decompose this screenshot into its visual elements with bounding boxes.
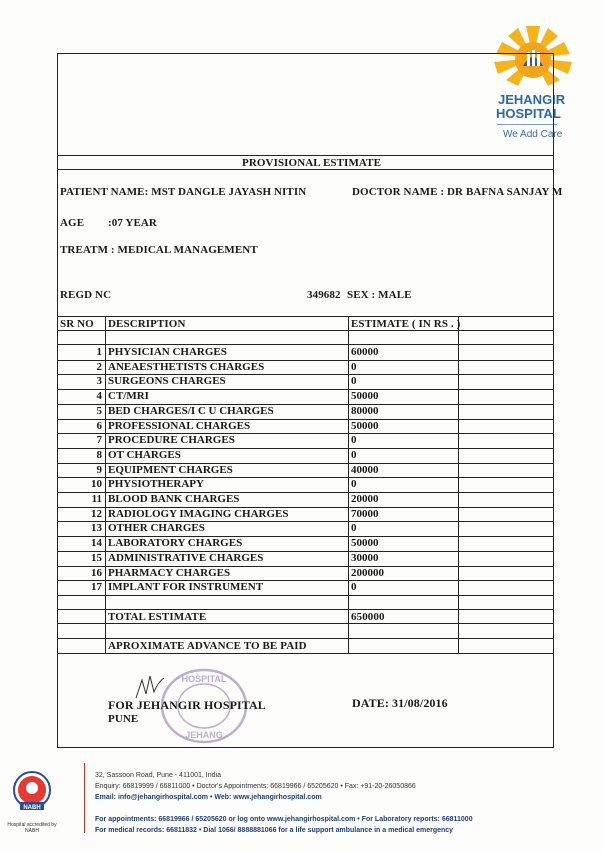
row-description: IMPLANT FOR INSTRUMENT: [108, 581, 264, 594]
doctor-name: DOCTOR NAME : DR BAFNA SANJAY M: [352, 186, 563, 198]
row-srno: 16: [91, 566, 102, 579]
sex-label: SEX : MALE: [347, 289, 412, 301]
row-estimate: 200000: [351, 566, 384, 579]
title-top-line: [57, 155, 554, 156]
nabh-badge-icon: [12, 770, 52, 818]
row-srno: 6: [96, 419, 102, 432]
row-estimate: 0: [351, 522, 357, 535]
signature-hospital: FOR JEHANGIR HOSPITAL: [108, 698, 266, 712]
total-value: 650000: [351, 611, 385, 623]
table-col-line: [105, 316, 106, 653]
age-label: AGE: [60, 217, 85, 229]
svg-text:NABH: NABH: [23, 805, 41, 811]
total-label: TOTAL ESTIMATE: [108, 611, 207, 623]
row-srno: 12: [91, 507, 102, 520]
row-estimate: 50000: [351, 419, 379, 432]
row-description: PHYSICIAN CHARGES: [108, 346, 227, 358]
header-srno: SR NO: [60, 318, 94, 330]
row-srno: 14: [91, 537, 102, 550]
signature-city: PUNE: [108, 713, 139, 725]
row-description: CT/MRI: [108, 390, 149, 403]
table-col-line: [458, 316, 459, 653]
age-value: :07 YEAR: [108, 217, 157, 229]
row-estimate: 0: [351, 375, 357, 388]
regd-value: 349682: [307, 289, 341, 301]
row-estimate: 80000: [351, 404, 379, 417]
row-srno: 13: [91, 522, 102, 535]
row-srno: 8: [96, 448, 102, 461]
svg-text:JEHANG: JEHANG: [185, 730, 223, 740]
header-description: DESCRIPTION: [108, 318, 186, 330]
row-srno: 3: [96, 375, 102, 388]
table-line: [57, 344, 554, 345]
title-bottom-line: [57, 169, 554, 170]
row-description: PHARMACY CHARGES: [108, 566, 231, 579]
row-srno: 17: [91, 581, 102, 594]
footer-medical-records: For medical records: 66811832 • Dial 1066/ 8888881066 for a life support ambulance in a medical emergency: [95, 827, 454, 834]
row-description: PROCEDURE CHARGES: [108, 434, 235, 447]
row-estimate: 20000: [351, 493, 379, 505]
row-estimate: 60000: [351, 346, 379, 358]
row-estimate: 70000: [351, 507, 379, 520]
row-srno: 9: [96, 463, 102, 476]
row-srno: 5: [96, 404, 102, 417]
patient-name: PATIENT NAME: MST DANGLE JAYASH NITIN: [60, 186, 307, 198]
table-line: [57, 653, 554, 654]
table-line: [57, 316, 554, 317]
table-line: [57, 609, 554, 610]
table-line: [57, 623, 554, 624]
row-description: RADIOLOGY IMAGING CHARGES: [108, 507, 289, 520]
regd-label: REGD NC: [60, 289, 112, 301]
row-estimate: 0: [351, 360, 357, 373]
row-srno: 7: [96, 434, 102, 447]
row-description: OTHER CHARGES: [108, 522, 205, 535]
row-srno: 4: [96, 390, 102, 403]
row-estimate: 0: [351, 581, 357, 594]
logo-name-line1: JEHANGIR: [498, 92, 566, 107]
row-description: OT CHARGES: [108, 448, 181, 461]
treatment: TREATM : MEDICAL MANAGEMENT: [60, 244, 258, 256]
row-srno: 10: [91, 478, 102, 491]
row-srno: 11: [91, 493, 102, 505]
row-estimate: 0: [351, 478, 357, 491]
row-description: SURGEONS CHARGES: [108, 375, 226, 388]
nabh-caption: Hospital accredited by NABH: [7, 822, 57, 834]
logo-name-line2: HOSPITAL: [496, 106, 561, 121]
table-line: [57, 638, 554, 639]
row-description: EQUIPMENT CHARGES: [108, 463, 233, 476]
row-estimate: 50000: [351, 390, 379, 403]
row-estimate: 30000: [351, 551, 379, 564]
row-description: BLOOD BANK CHARGES: [108, 493, 240, 505]
date: DATE: 31/08/2016: [352, 696, 448, 710]
table-line: [57, 330, 554, 331]
row-srno: 15: [91, 551, 102, 564]
table-col-line: [348, 316, 349, 653]
footer-address: 32, Sassoon Road, Pune - 411001, India: [95, 772, 221, 779]
logo-tagline: We Add Care: [503, 129, 563, 140]
svg-text:HOSPITAL: HOSPITAL: [181, 674, 227, 684]
row-description: ADMINISTRATIVE CHARGES: [108, 551, 264, 564]
row-srno: 1: [96, 346, 102, 358]
row-estimate: 50000: [351, 537, 379, 550]
row-estimate: 0: [351, 434, 357, 447]
footer-email-web: Email: info@jehangirhospital.com • Web: www.jehangirhospital.com: [95, 794, 322, 801]
row-description: BED CHARGES/I C U CHARGES: [108, 404, 274, 417]
row-estimate: 40000: [351, 463, 379, 476]
footer-enquiry: Enquiry: 66819999 / 66811000 • Doctor's Appointments: 66819966 / 65205620 • Fax: +91-20-26050866: [95, 783, 416, 790]
footer-divider: [84, 763, 85, 833]
row-description: PROFESSIONAL CHARGES: [108, 419, 251, 432]
row-estimate: 0: [351, 448, 357, 461]
footer-appointments: For appointments: 66819966 / 65205620 or log onto www.jehangirhospital.com • For Laboratory reports: 66811000: [95, 816, 473, 823]
row-description: LABORATORY CHARGES: [108, 537, 243, 550]
header-estimate: ESTIMATE ( IN RS . ): [351, 318, 461, 330]
row-description: ANEAESTHETISTS CHARGES: [108, 360, 265, 373]
advance-label: APROXIMATE ADVANCE TO BE PAID: [108, 640, 307, 652]
row-description: PHYSIOTHERAPY: [108, 478, 204, 491]
page-title: PROVISIONAL ESTIMATE: [242, 157, 382, 169]
row-srno: 2: [96, 360, 102, 373]
table-line: [57, 595, 554, 596]
